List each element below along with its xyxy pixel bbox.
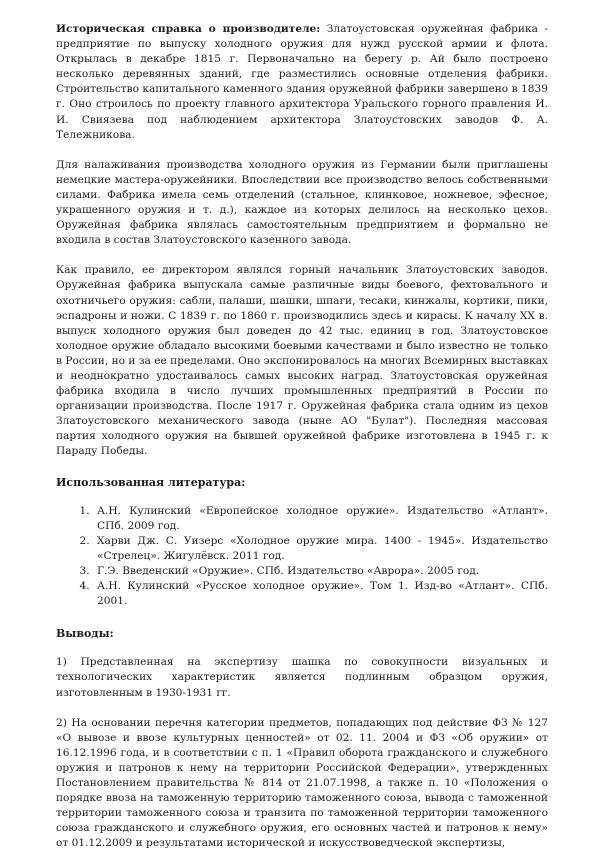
literature-list [56, 504, 548, 610]
paragraph-director: Как правило, ее директором являлся горный начальник Златоустовских заводов. Оружейная фабрика выпускала самые различные виды боевого, фехтовального и охотничьего оружия: сабли, палаши, шашки, шпаги, тесаки, кинжалы, кортики, пики, эспадроны и ножи. С 1839 г. по 1860 г. производились здесь и кирасы. К началу XX в. выпуск холодного оружия был доведен до 42 тыс. единиц в год. Златоустовское холодное оружие обладало высокими боевыми качествами и было известно не только в России, но и за ее пределами. Оно экспонировалось на многих Всемирных выставках и неоднократно удостаивалось самых высоких наград. Златоустовская оружейная фабрика входила в число лучших промышленных предприятий в России по организации производства. После 1917 г. Оружейная фабрика стала одним из цехов Златоустовского механического завода (ныне АО "Булат"). Последняя массовая партия холодного оружия на бывшей оружейной фабрике изготовлена в 1945 г. к Параду Победы. [56, 264, 548, 458]
document-page [56, 22, 548, 867]
history-text: Златоустовская оружейная фабрика - предприятие по выпуску холодного оружия для нужд русской армии и флота. Открылась в декабре 1815 г. Первоначально на берегу р. Ай было построено несколько деревянных зданий, где разместились основные отделения фабрики. Строительство капитального каменного здания оружейной фабрики завершено в 1839 г. Оно строилось по проекту главного архитектора Уральского горного правления И. И. Свиязева под наблюдением архитектора Златоустовских заводов Ф. А. Тележникова. [56, 23, 548, 141]
history-paragraph [56, 22, 548, 143]
history-title: Историческая справка о производителе: [56, 23, 321, 35]
conclusion-item-1: 1) Представленная на экспертизу шашка по совокупности визуальных и технологических характеристик является подлинным образцом оружия, изготовленным в 1930-1931 гг. [56, 656, 548, 699]
paragraph-germany: Для налаживания производства холодного оружия из Германии были приглашены немецкие мастера-оружейники. Впоследствии все производство велось собственными силами. Фабрика имела семь отделений (стальное, клинковое, ножневое, эфесное, украшенного оружия и т. д.), каждое из которых делилось на несколько цехов. Оружейная фабрика являлась самостоятельным предприятием и формально не входила в состав Златоустовского казенного завода. [56, 158, 548, 247]
literature-heading: Использованная литература: [56, 475, 246, 489]
literature-item: 4. А.Н. Кулинский «Русское холодное оружие». Том 1. Изд-во «Атлант». СПб. 2001. [93, 579, 548, 609]
conclusions-heading: Выводы: [56, 627, 114, 641]
literature-item: 2. Харви Дж. С. Уизерс «Холодное оружие мира. 1400 - 1945». Издательство «Стрелец». Жигулёвск. 2011 год. [93, 534, 548, 564]
conclusion-item-2: 2) На основании перечня категории предметов, попадающих под действие ФЗ № 127 «О вывозе и ввозе культурных ценностей» от 02. 11. 2004 и ФЗ «Об оружии» от 16.12.1996 года, и в соответствии с п. 1 «Правил оборота гражданского и служебного оружия и патронов к нему на территории Российской Федерации», утвержденных Постановлением правительства № 814 от 21.07.1998, а также п. 10 «Положения о порядке ввоза на таможенную территорию таможенного союза, вывода с таможенной территории таможенного союза и транзита по таможенной территории таможенного союза гражданского и служебного оружия, его основных частей и патронов к нему» от 01.12.2009 и результатами исторической и искусствоведческой экспертизы, [56, 716, 548, 850]
literature-item: 3. Г.Э. Введенский «Оружие». СПб. Издательство «Аврора». 2005 год. [93, 564, 548, 579]
literature-item: 1. А.Н. Кулинский «Европейское холодное оружие». Издательство «Атлант». СПб. 2009 год. [93, 504, 548, 534]
